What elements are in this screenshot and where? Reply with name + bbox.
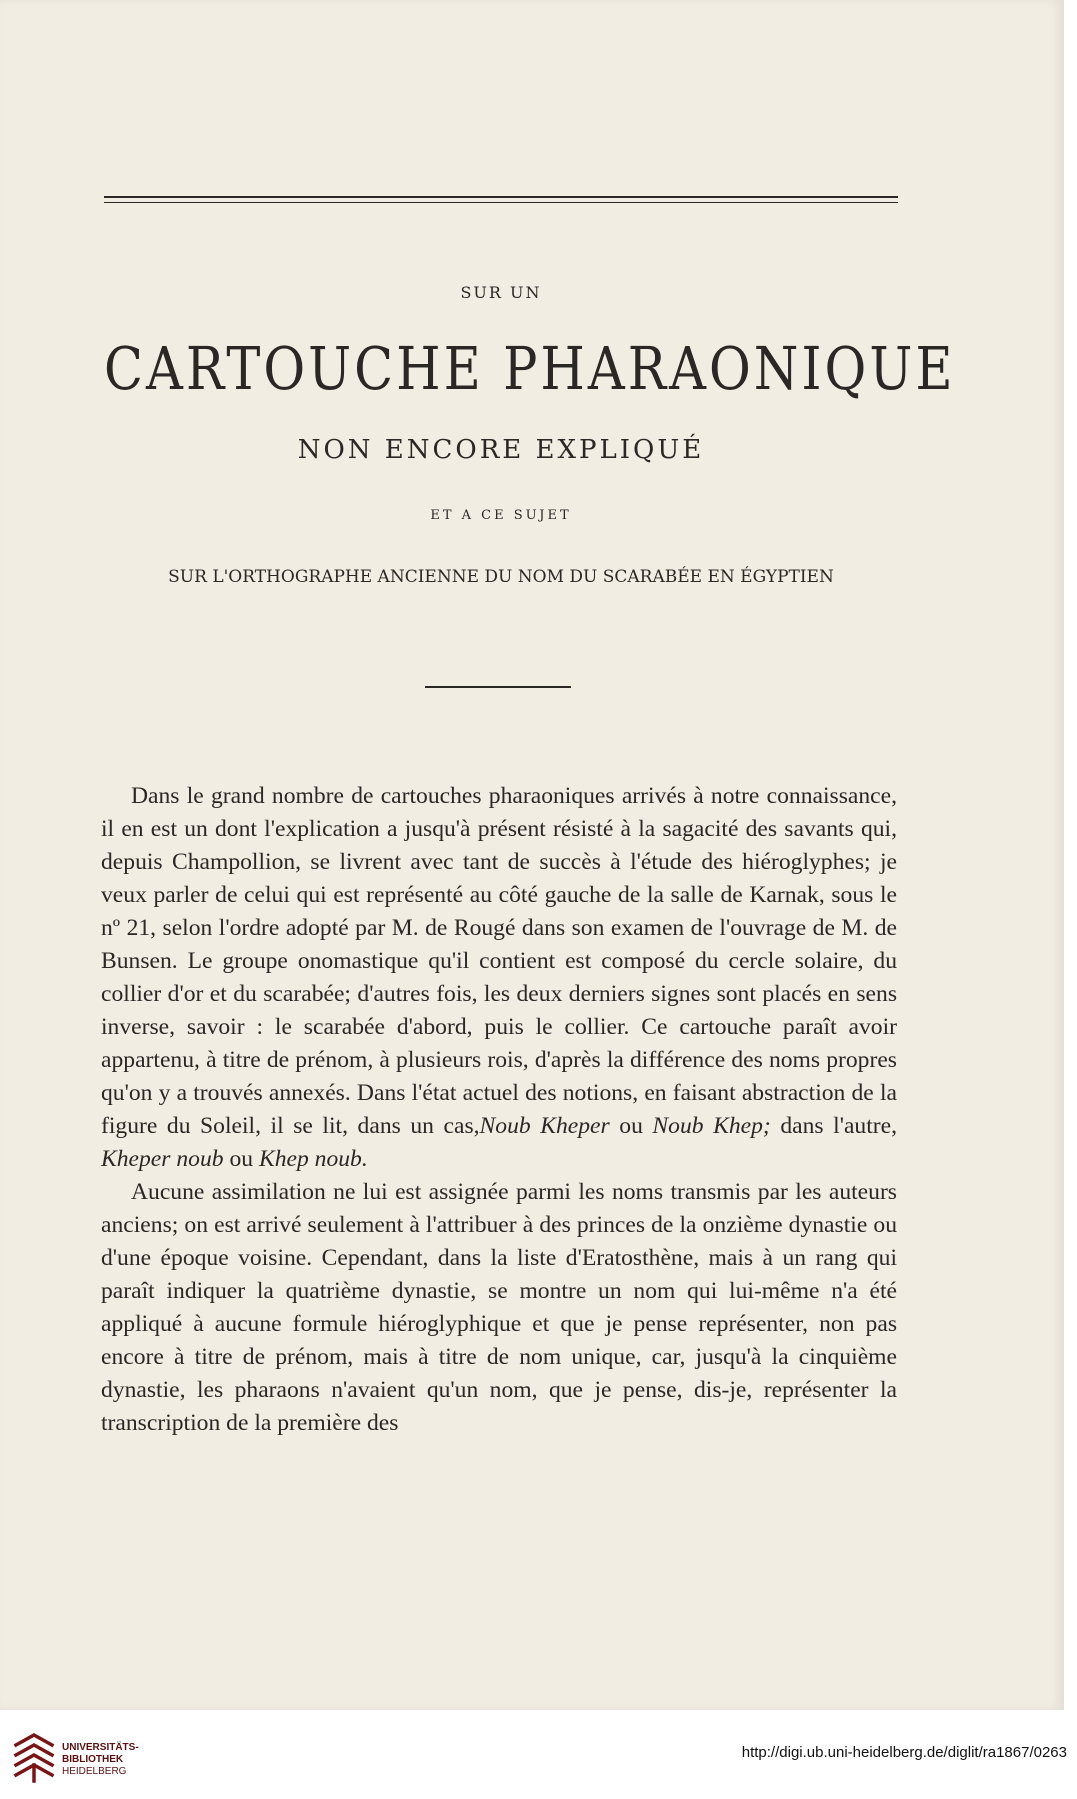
paragraph-1-text-a: Dans le grand nombre de cartouches pharaoniques arrivés à notre connaissance, il en est un dont l'explication a jusqu'à présent résisté à la sagacité des savants qui, depuis Champollion, se livrent avec tant de succès à l'étude des hiéroglyphes; je veux parler de celui qui est représenté au côté gauche de la salle de Karnak, sous le nº 21, selon l'ordre adopté par M. de Rougé dans son examen de l'ouvrage de M. de Bunsen. Le groupe onomastique qu'il contient est composé du cercle solaire, du collier d'or et du scarabée; d'autres fois, les deux derniers signes sont placés en sens inverse, savoir : le scarabée d'abord, puis le collier. Ce cartouche paraît avoir appartenu, à titre de prénom, à plusieurs rois, d'après la différence des noms propres qu'on y a trouvés annexés. Dans l'état actuel des notions, en faisant abstraction de la figure du Soleil, il se lit, dans un cas, xyxy=(101,783,897,1139)
paragraph-1 xyxy=(101,780,897,1176)
subtitle: NON ENCORE EXPLIQUÉ xyxy=(297,435,705,465)
section-divider xyxy=(425,686,571,688)
paragraph-1-text-d: ou xyxy=(229,1146,254,1172)
institution-line-2: BIBLIOTHEK xyxy=(62,1754,124,1765)
page-title: CARTOUCHE PHARAONIQUE xyxy=(104,336,956,404)
conjunction-line: ET A CE SUJET xyxy=(430,508,572,523)
secondary-subtitle: SUR L'ORTHOGRAPHE ANCIENNE DU NOM DU SCARABÉE EN ÉGYPTIEN xyxy=(168,567,834,587)
top-double-rule xyxy=(104,196,898,203)
university-library-logo-icon xyxy=(12,1731,56,1783)
body-text xyxy=(101,780,897,1440)
pre-title: SUR UN xyxy=(460,283,542,302)
paragraph-1-italic-3: Kheper noub xyxy=(101,1146,224,1172)
paragraph-1-text-c: dans l'autre, xyxy=(780,1113,898,1139)
paragraph-1-italic-2: Noub Khep; xyxy=(652,1113,771,1139)
paragraph-2: Aucune assimilation ne lui est assignée parmi les noms transmis par les auteurs anciens; on est arrivé seulement à l'attribuer à des princes de la onzième dynastie ou d'une époque voisine. Cependant, dans la liste d'Eratosthène, mais à un rang qui paraît indiquer la quatrième dynastie, se montre un nom qui lui-même n'a été appliqué à aucune formule hiéroglyphique et que je pense représenter, non pas encore à titre de prénom, mais à titre de nom unique, car, jusqu'à la cinquième dynastie, les pharaons n'avaient qu'un nom, que je pense, dis-je, représenter la transcription de la première des xyxy=(101,1179,897,1436)
paragraph-1-italic-1: Noub Kheper xyxy=(479,1113,610,1139)
paragraph-1-italic-4: Khep noub. xyxy=(258,1146,368,1172)
source-url-link[interactable]: http://digi.ub.uni-heidelberg.de/diglit/ra1867/0263 xyxy=(741,1744,1067,1761)
institution-line-3: HEIDELBERG xyxy=(62,1766,127,1777)
paragraph-1-text-b: ou xyxy=(619,1113,643,1139)
institution-name xyxy=(62,1742,139,1778)
institution-line-1: UNIVERSITÄTS- xyxy=(62,1742,139,1753)
